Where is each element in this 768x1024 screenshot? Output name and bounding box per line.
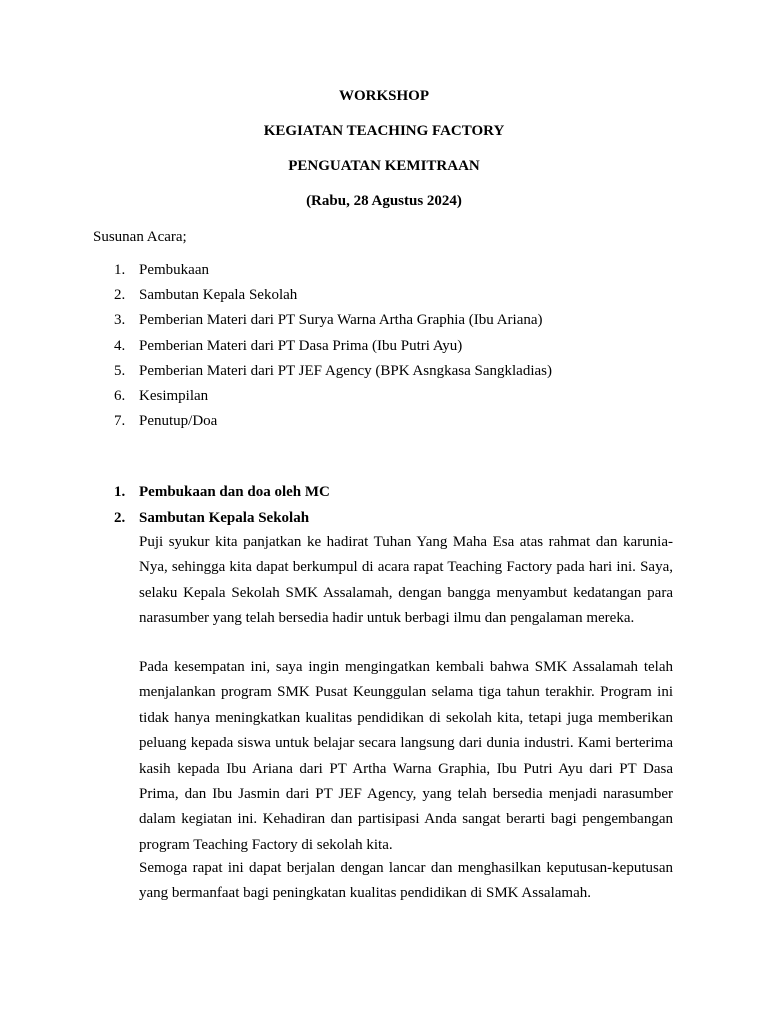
list-item [110, 411, 670, 436]
list-item-number: 2. [114, 287, 126, 304]
title-activity: KEGIATAN TEACHING FACTORY [263, 123, 505, 139]
list-item-text: Pemberian Materi dari PT Dasa Prima (Ibu Putri Ayu) [139, 337, 463, 354]
list-item-number: 6. [114, 387, 126, 404]
list-item-text: Pemberian Materi dari PT JEF Agency (BPK Asngkasa Sangkladias) [139, 362, 552, 379]
list-item-number: 7. [114, 413, 126, 430]
list-item-text: Pemberian Materi dari PT Surya Warna Artha Graphia (Ibu Ariana) [139, 312, 543, 329]
section-title: Pembukaan dan doa oleh MC [139, 484, 330, 500]
list-item-number: 4. [114, 337, 126, 354]
list-item [110, 260, 670, 285]
list-item-number: 3. [114, 312, 126, 329]
list-item-text: Penutup/Doa [139, 413, 218, 430]
list-item [110, 361, 670, 386]
section-number: 2. [114, 510, 126, 526]
section-title: Sambutan Kepala Sekolah [139, 510, 310, 526]
list-item [110, 285, 670, 310]
title-subtitle: PENGUATAN KEMITRAAN [288, 158, 480, 174]
title-workshop: WORKSHOP [338, 88, 429, 104]
list-item [110, 336, 670, 361]
agenda-list [110, 260, 670, 436]
paragraph-program: Pada kesempatan ini, saya ingin mengingatkan kembali bahwa SMK Assalamah telah menjalankan program SMK Pusat Keunggulan selama tiga tahun terakhir. Program ini tidak hanya meningkatkan kualitas pendidikan di sekolah kita, tetapi juga memberikan peluang kepada siswa untuk belajar secara langsung dari dunia industri. Kami berterima kasih kepada Ibu Ariana dari PT Artha Warna Graphia, Ibu Putri Ayu dari PT Dasa Prima, dan Ibu Jasmin dari PT JEF Agency, yang telah bersedia menjadi narasumber dalam kegiatan ini. Kehadiran dan partisipasi Anda sangat berarti bagi pengembangan program Teaching Factory di sekolah kita. [139, 659, 673, 853]
list-item [110, 386, 670, 411]
title-date: (Rabu, 28 Agustus 2024) [306, 193, 462, 209]
list-item-number: 5. [114, 362, 126, 379]
agenda-intro: Susunan Acara; [93, 229, 187, 245]
paragraph-welcome: Puji syukur kita panjatkan ke hadirat Tuhan Yang Maha Esa atas rahmat dan karunia-Nya, sehingga kita dapat berkumpul di acara rapat Teaching Factory pada hari ini. Saya, selaku Kepala Sekolah SMK Assalamah, dengan bangga menyambut kedatangan para narasumber yang telah bersedia hadir untuk berbagi ilmu dan pengalaman mereka. [139, 534, 673, 627]
list-item [110, 310, 670, 335]
list-item-text: Kesimpilan [139, 387, 209, 404]
section-number: 1. [114, 484, 126, 500]
paragraph-closing: Semoga rapat ini dapat berjalan dengan lancar dan menghasilkan keputusan-keputusan yang bermanfaat bagi peningkatan kualitas pendidikan di SMK Assalamah. [139, 860, 673, 902]
list-item-text: Pembukaan [139, 262, 209, 278]
list-item-text: Sambutan Kepala Sekolah [139, 287, 298, 304]
list-item-number: 1. [114, 262, 126, 278]
